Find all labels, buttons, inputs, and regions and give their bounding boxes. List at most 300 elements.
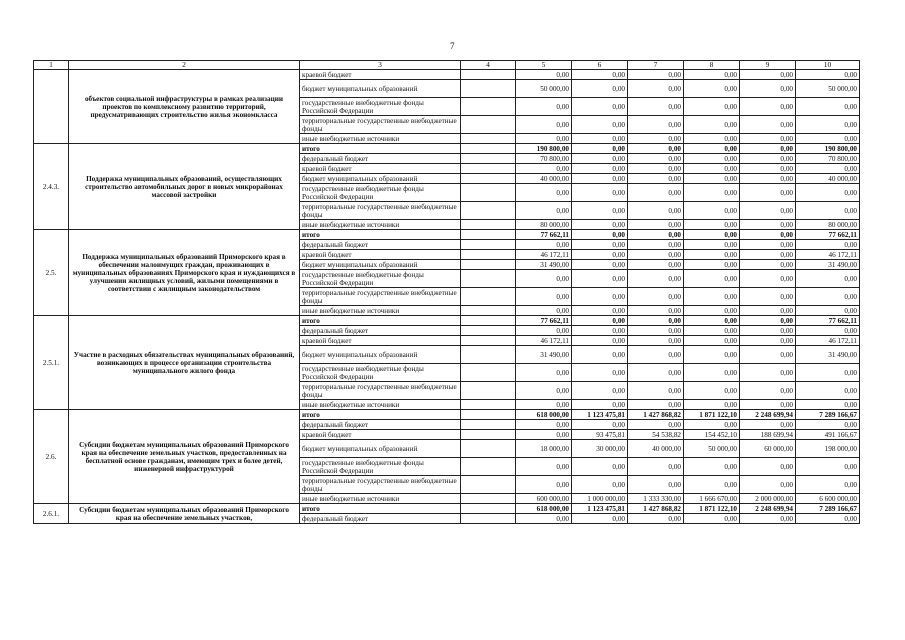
value-cell-col-10: 31 490,00 [796, 346, 860, 364]
value-cell-col-10: 46 172,11 [796, 336, 860, 346]
col-header-8: 8 [684, 61, 740, 70]
value-cell-col-7: 0,00 [628, 240, 684, 250]
value-cell-col-6: 0,00 [572, 326, 628, 336]
value-cell-col-6: 93 475,81 [572, 430, 628, 440]
col-header-6: 6 [572, 61, 628, 70]
funding-source: краевой бюджет [300, 336, 461, 346]
value-cell-col-6: 0,00 [572, 144, 628, 154]
value-cell-col-10: 0,00 [796, 184, 860, 202]
table-row [34, 316, 860, 326]
funding-source: государственные внебюджетные фонды Российской Федерации [300, 270, 461, 288]
value-cell-col-7: 0,00 [628, 230, 684, 240]
value-cell-col-9: 0,00 [740, 326, 796, 336]
value-cell-col-7: 0,00 [628, 220, 684, 230]
budget-table [33, 60, 860, 524]
table-row [34, 410, 860, 420]
item-description: Субсидии бюджетам муниципальных образований Приморского края на обеспечение земельных участков, предоставленных на бесплатной основе гражданам, имеющим трех и более детей, инженерной инфраструктурой [69, 410, 300, 504]
value-cell-col-4 [461, 364, 516, 382]
value-cell-col-4 [461, 400, 516, 410]
value-cell-col-6: 0,00 [572, 336, 628, 346]
col-header-2: 2 [69, 61, 300, 70]
value-cell-col-5: 0,00 [516, 306, 572, 316]
value-cell-col-9: 0,00 [740, 230, 796, 240]
value-cell-col-7: 0,00 [628, 134, 684, 144]
value-cell-col-5: 0,00 [516, 400, 572, 410]
funding-source: государственные внебюджетные фонды Российской Федерации [300, 98, 461, 116]
value-cell-col-4 [461, 420, 516, 430]
item-description: объектов социальной инфраструктуры в рамках реализации проектов по комплексному развитию территорий, предусматривающих строительство жилья экономкласса [69, 70, 300, 144]
value-cell-col-4 [461, 202, 516, 220]
value-cell-col-5: 618 000,00 [516, 504, 572, 514]
value-cell-col-8: 0,00 [684, 174, 740, 184]
value-cell-col-7: 0,00 [628, 144, 684, 154]
value-cell-col-8: 1 871 122,10 [684, 504, 740, 514]
value-cell-col-6: 0,00 [572, 240, 628, 250]
value-cell-col-10: 0,00 [796, 476, 860, 494]
funding-source: государственные внебюджетные фонды Российской Федерации [300, 364, 461, 382]
value-cell-col-6: 0,00 [572, 134, 628, 144]
value-cell-col-8: 0,00 [684, 382, 740, 400]
value-cell-col-8: 0,00 [684, 250, 740, 260]
value-cell-col-4 [461, 440, 516, 458]
value-cell-col-5: 0,00 [516, 326, 572, 336]
value-cell-col-9: 0,00 [740, 288, 796, 306]
value-cell-col-8: 0,00 [684, 134, 740, 144]
value-cell-col-5: 77 662,11 [516, 316, 572, 326]
value-cell-col-7: 0,00 [628, 400, 684, 410]
value-cell-col-5: 190 800,00 [516, 144, 572, 154]
value-cell-col-6: 0,00 [572, 316, 628, 326]
value-cell-col-4 [461, 70, 516, 80]
value-cell-col-5: 0,00 [516, 288, 572, 306]
item-number: 2.6. [34, 410, 69, 504]
item-number: 2.5. [34, 230, 69, 316]
funding-source: итого [300, 504, 461, 514]
value-cell-col-9: 0,00 [740, 270, 796, 288]
item-description: Субсидии бюджетам муниципальных образований Приморского края на обеспечение земельных участков, [69, 504, 300, 524]
funding-source: федеральный бюджет [300, 326, 461, 336]
value-cell-col-4 [461, 174, 516, 184]
value-cell-col-9: 0,00 [740, 116, 796, 134]
value-cell-col-9: 0,00 [740, 220, 796, 230]
value-cell-col-7: 0,00 [628, 174, 684, 184]
item-number: 2.6.1. [34, 504, 69, 524]
funding-source: бюджет муниципальных образований [300, 346, 461, 364]
value-cell-col-9: 0,00 [740, 382, 796, 400]
value-cell-col-9: 2 248 699,94 [740, 504, 796, 514]
value-cell-col-5: 80 000,00 [516, 220, 572, 230]
value-cell-col-7: 0,00 [628, 458, 684, 476]
value-cell-col-7: 0,00 [628, 70, 684, 80]
value-cell-col-9: 188 699,94 [740, 430, 796, 440]
value-cell-col-4 [461, 98, 516, 116]
value-cell-col-10: 0,00 [796, 420, 860, 430]
value-cell-col-8: 0,00 [684, 260, 740, 270]
value-cell-col-4 [461, 346, 516, 364]
value-cell-col-8: 0,00 [684, 270, 740, 288]
value-cell-col-10: 0,00 [796, 240, 860, 250]
value-cell-col-9: 0,00 [740, 70, 796, 80]
value-cell-col-4 [461, 134, 516, 144]
value-cell-col-8: 0,00 [684, 326, 740, 336]
value-cell-col-10: 0,00 [796, 116, 860, 134]
funding-source: иные внебюджетные источники [300, 494, 461, 504]
value-cell-col-9: 0,00 [740, 336, 796, 346]
value-cell-col-10: 0,00 [796, 306, 860, 316]
value-cell-col-5: 46 172,11 [516, 250, 572, 260]
value-cell-col-4 [461, 458, 516, 476]
value-cell-col-7: 1 427 868,82 [628, 410, 684, 420]
value-cell-col-5: 0,00 [516, 98, 572, 116]
col-header-3: 3 [300, 61, 461, 70]
value-cell-col-5: 50 000,00 [516, 80, 572, 98]
value-cell-col-4 [461, 154, 516, 164]
value-cell-col-8: 0,00 [684, 306, 740, 316]
value-cell-col-8: 0,00 [684, 144, 740, 154]
value-cell-col-6: 0,00 [572, 270, 628, 288]
funding-source: территориальные государственные внебюджетные фонды [300, 202, 461, 220]
funding-source: бюджет муниципальных образований [300, 260, 461, 270]
value-cell-col-5: 31 490,00 [516, 346, 572, 364]
value-cell-col-6: 0,00 [572, 154, 628, 164]
value-cell-col-7: 0,00 [628, 326, 684, 336]
funding-source: итого [300, 230, 461, 240]
value-cell-col-5: 0,00 [516, 430, 572, 440]
value-cell-col-8: 0,00 [684, 230, 740, 240]
value-cell-col-6: 0,00 [572, 476, 628, 494]
value-cell-col-9: 0,00 [740, 144, 796, 154]
value-cell-col-5: 0,00 [516, 364, 572, 382]
funding-source: иные внебюджетные источники [300, 134, 461, 144]
value-cell-col-7: 0,00 [628, 364, 684, 382]
value-cell-col-6: 0,00 [572, 306, 628, 316]
funding-source: государственные внебюджетные фонды Российской Федерации [300, 184, 461, 202]
value-cell-col-9: 0,00 [740, 240, 796, 250]
funding-source: федеральный бюджет [300, 240, 461, 250]
value-cell-col-10: 0,00 [796, 202, 860, 220]
value-cell-col-8: 0,00 [684, 98, 740, 116]
value-cell-col-5: 0,00 [516, 382, 572, 400]
value-cell-col-9: 0,00 [740, 134, 796, 144]
item-description: Поддержка муниципальных образований Приморского края в обеспечении малоимущих граждан, проживающих в муниципальных образованиях Приморского края и нуждающихся в улучшении жилищных условий, жилыми помещениями в соответствии с жилищным законодательством [69, 230, 300, 316]
value-cell-col-10: 46 172,11 [796, 250, 860, 260]
value-cell-col-10: 491 166,67 [796, 430, 860, 440]
value-cell-col-4 [461, 306, 516, 316]
value-cell-col-9: 0,00 [740, 364, 796, 382]
value-cell-col-6: 0,00 [572, 184, 628, 202]
value-cell-col-10: 80 000,00 [796, 220, 860, 230]
value-cell-col-8: 0,00 [684, 70, 740, 80]
value-cell-col-8: 0,00 [684, 316, 740, 326]
value-cell-col-7: 0,00 [628, 288, 684, 306]
funding-source: иные внебюджетные источники [300, 306, 461, 316]
value-cell-col-10: 50 000,00 [796, 80, 860, 98]
value-cell-col-4 [461, 410, 516, 420]
value-cell-col-7: 0,00 [628, 164, 684, 174]
value-cell-col-9: 0,00 [740, 346, 796, 364]
value-cell-col-8: 0,00 [684, 220, 740, 230]
value-cell-col-6: 1 123 475,81 [572, 410, 628, 420]
value-cell-col-10: 0,00 [796, 514, 860, 524]
value-cell-col-4 [461, 240, 516, 250]
column-number-row [34, 61, 860, 70]
value-cell-col-5: 0,00 [516, 70, 572, 80]
funding-source: федеральный бюджет [300, 154, 461, 164]
value-cell-col-8: 0,00 [684, 400, 740, 410]
value-cell-col-6: 1 000 000,00 [572, 494, 628, 504]
value-cell-col-8: 0,00 [684, 336, 740, 346]
value-cell-col-10: 198 000,00 [796, 440, 860, 458]
value-cell-col-10: 40 000,00 [796, 174, 860, 184]
value-cell-col-8: 1 666 670,00 [684, 494, 740, 504]
value-cell-col-4 [461, 316, 516, 326]
value-cell-col-6: 0,00 [572, 220, 628, 230]
value-cell-col-10: 0,00 [796, 364, 860, 382]
value-cell-col-6: 0,00 [572, 260, 628, 270]
value-cell-col-5: 0,00 [516, 458, 572, 476]
value-cell-col-4 [461, 326, 516, 336]
value-cell-col-10: 0,00 [796, 134, 860, 144]
value-cell-col-5: 0,00 [516, 270, 572, 288]
value-cell-col-5: 46 172,11 [516, 336, 572, 346]
value-cell-col-9: 0,00 [740, 514, 796, 524]
value-cell-col-8: 0,00 [684, 240, 740, 250]
value-cell-col-9: 0,00 [740, 174, 796, 184]
funding-source: итого [300, 410, 461, 420]
funding-source: территориальные государственные внебюджетные фонды [300, 116, 461, 134]
value-cell-col-10: 190 800,00 [796, 144, 860, 154]
value-cell-col-8: 0,00 [684, 476, 740, 494]
value-cell-col-5: 40 000,00 [516, 174, 572, 184]
funding-source: государственные внебюджетные фонды Российской Федерации [300, 458, 461, 476]
funding-source: бюджет муниципальных образований [300, 440, 461, 458]
value-cell-col-9: 2 000 000,00 [740, 494, 796, 504]
value-cell-col-6: 0,00 [572, 116, 628, 134]
value-cell-col-9: 0,00 [740, 476, 796, 494]
value-cell-col-4 [461, 476, 516, 494]
value-cell-col-10: 77 662,11 [796, 230, 860, 240]
value-cell-col-8: 0,00 [684, 514, 740, 524]
value-cell-col-4 [461, 220, 516, 230]
value-cell-col-6: 0,00 [572, 164, 628, 174]
value-cell-col-7: 0,00 [628, 260, 684, 270]
value-cell-col-6: 30 000,00 [572, 440, 628, 458]
funding-source: территориальные государственные внебюджетные фонды [300, 288, 461, 306]
value-cell-col-8: 0,00 [684, 116, 740, 134]
value-cell-col-7: 54 538,82 [628, 430, 684, 440]
value-cell-col-6: 0,00 [572, 98, 628, 116]
funding-source: бюджет муниципальных образований [300, 174, 461, 184]
item-number: 2.5.1. [34, 316, 69, 410]
value-cell-col-6: 0,00 [572, 364, 628, 382]
value-cell-col-7: 0,00 [628, 202, 684, 220]
funding-source: краевой бюджет [300, 70, 461, 80]
value-cell-col-9: 2 248 699,94 [740, 410, 796, 420]
value-cell-col-8: 0,00 [684, 154, 740, 164]
item-description: Участие в расходных обязательствах муниципальных образований, возникающих в процессе организации строительства муниципального жилого фонда [69, 316, 300, 410]
col-header-10: 10 [796, 61, 860, 70]
col-header-9: 9 [740, 61, 796, 70]
value-cell-col-8: 1 871 122,10 [684, 410, 740, 420]
value-cell-col-5: 0,00 [516, 134, 572, 144]
funding-source: федеральный бюджет [300, 420, 461, 430]
value-cell-col-4 [461, 80, 516, 98]
value-cell-col-7: 0,00 [628, 476, 684, 494]
value-cell-col-9: 0,00 [740, 316, 796, 326]
value-cell-col-8: 0,00 [684, 364, 740, 382]
value-cell-col-7: 0,00 [628, 514, 684, 524]
value-cell-col-7: 0,00 [628, 116, 684, 134]
value-cell-col-6: 0,00 [572, 346, 628, 364]
value-cell-col-9: 0,00 [740, 98, 796, 116]
value-cell-col-10: 70 800,00 [796, 154, 860, 164]
value-cell-col-8: 50 000,00 [684, 440, 740, 458]
value-cell-col-6: 1 123 475,81 [572, 504, 628, 514]
value-cell-col-4 [461, 382, 516, 400]
value-cell-col-5: 618 000,00 [516, 410, 572, 420]
funding-source: федеральный бюджет [300, 514, 461, 524]
value-cell-col-4 [461, 270, 516, 288]
value-cell-col-10: 31 490,00 [796, 260, 860, 270]
value-cell-col-6: 0,00 [572, 514, 628, 524]
value-cell-col-5: 0,00 [516, 514, 572, 524]
value-cell-col-7: 0,00 [628, 98, 684, 116]
value-cell-col-6: 0,00 [572, 420, 628, 430]
value-cell-col-5: 0,00 [516, 202, 572, 220]
value-cell-col-7: 1 333 330,00 [628, 494, 684, 504]
value-cell-col-8: 0,00 [684, 202, 740, 220]
value-cell-col-4 [461, 144, 516, 154]
value-cell-col-5: 600 000,00 [516, 494, 572, 504]
value-cell-col-9: 0,00 [740, 184, 796, 202]
funding-source: итого [300, 316, 461, 326]
value-cell-col-8: 0,00 [684, 288, 740, 306]
funding-source: иные внебюджетные источники [300, 220, 461, 230]
value-cell-col-7: 0,00 [628, 420, 684, 430]
table-row [34, 230, 860, 240]
page-number: 7 [450, 41, 455, 51]
funding-source: иные внебюджетные источники [300, 400, 461, 410]
value-cell-col-10: 0,00 [796, 270, 860, 288]
value-cell-col-5: 18 000,00 [516, 440, 572, 458]
item-number: 2.4.3. [34, 144, 69, 230]
value-cell-col-7: 0,00 [628, 316, 684, 326]
value-cell-col-7: 0,00 [628, 336, 684, 346]
value-cell-col-7: 0,00 [628, 184, 684, 202]
value-cell-col-9: 0,00 [740, 260, 796, 270]
value-cell-col-4 [461, 430, 516, 440]
value-cell-col-4 [461, 250, 516, 260]
value-cell-col-7: 0,00 [628, 250, 684, 260]
value-cell-col-8: 0,00 [684, 346, 740, 364]
value-cell-col-6: 0,00 [572, 250, 628, 260]
value-cell-col-10: 0,00 [796, 288, 860, 306]
value-cell-col-7: 1 427 868,82 [628, 504, 684, 514]
value-cell-col-10: 77 662,11 [796, 316, 860, 326]
value-cell-col-10: 7 289 166,67 [796, 410, 860, 420]
funding-source: итого [300, 144, 461, 154]
value-cell-col-6: 0,00 [572, 382, 628, 400]
value-cell-col-9: 0,00 [740, 400, 796, 410]
value-cell-col-4 [461, 504, 516, 514]
value-cell-col-10: 0,00 [796, 400, 860, 410]
value-cell-col-7: 0,00 [628, 270, 684, 288]
value-cell-col-7: 0,00 [628, 80, 684, 98]
value-cell-col-10: 0,00 [796, 326, 860, 336]
value-cell-col-6: 0,00 [572, 458, 628, 476]
value-cell-col-9: 0,00 [740, 164, 796, 174]
value-cell-col-9: 0,00 [740, 250, 796, 260]
value-cell-col-6: 0,00 [572, 174, 628, 184]
value-cell-col-4 [461, 184, 516, 202]
col-header-7: 7 [628, 61, 684, 70]
value-cell-col-7: 0,00 [628, 306, 684, 316]
value-cell-col-7: 0,00 [628, 382, 684, 400]
value-cell-col-10: 7 289 166,67 [796, 504, 860, 514]
value-cell-col-8: 0,00 [684, 184, 740, 202]
value-cell-col-5: 0,00 [516, 476, 572, 494]
value-cell-col-4 [461, 230, 516, 240]
value-cell-col-5: 0,00 [516, 420, 572, 430]
value-cell-col-9: 0,00 [740, 458, 796, 476]
value-cell-col-5: 70 800,00 [516, 154, 572, 164]
value-cell-col-6: 0,00 [572, 80, 628, 98]
funding-source: территориальные государственные внебюджетные фонды [300, 382, 461, 400]
value-cell-col-10: 0,00 [796, 70, 860, 80]
value-cell-col-4 [461, 260, 516, 270]
table-row [34, 144, 860, 154]
value-cell-col-6: 0,00 [572, 230, 628, 240]
value-cell-col-6: 0,00 [572, 202, 628, 220]
table-row [34, 504, 860, 514]
table-row [34, 70, 860, 80]
funding-source: краевой бюджет [300, 250, 461, 260]
col-header-5: 5 [516, 61, 572, 70]
value-cell-col-4 [461, 288, 516, 306]
value-cell-col-7: 0,00 [628, 154, 684, 164]
value-cell-col-5: 31 490,00 [516, 260, 572, 270]
value-cell-col-9: 0,00 [740, 306, 796, 316]
value-cell-col-6: 0,00 [572, 400, 628, 410]
funding-source: краевой бюджет [300, 430, 461, 440]
value-cell-col-8: 0,00 [684, 458, 740, 476]
value-cell-col-8: 0,00 [684, 420, 740, 430]
value-cell-col-5: 0,00 [516, 116, 572, 134]
value-cell-col-10: 0,00 [796, 164, 860, 174]
value-cell-col-7: 40 000,00 [628, 440, 684, 458]
value-cell-col-5: 0,00 [516, 240, 572, 250]
value-cell-col-4 [461, 116, 516, 134]
value-cell-col-10: 0,00 [796, 458, 860, 476]
value-cell-col-7: 0,00 [628, 346, 684, 364]
funding-source: краевой бюджет [300, 164, 461, 174]
value-cell-col-4 [461, 514, 516, 524]
value-cell-col-6: 0,00 [572, 70, 628, 80]
col-header-1: 1 [34, 61, 69, 70]
value-cell-col-10: 6 600 000,00 [796, 494, 860, 504]
value-cell-col-5: 0,00 [516, 184, 572, 202]
value-cell-col-4 [461, 164, 516, 174]
value-cell-col-5: 0,00 [516, 164, 572, 174]
item-description: Поддержка муниципальных образований, осуществляющих строительство автомобильных дорог в новых микрорайонах массовой застройки [69, 144, 300, 230]
value-cell-col-8: 0,00 [684, 164, 740, 174]
value-cell-col-8: 154 452,10 [684, 430, 740, 440]
value-cell-col-9: 0,00 [740, 154, 796, 164]
value-cell-col-4 [461, 336, 516, 346]
value-cell-col-5: 77 662,11 [516, 230, 572, 240]
item-number [34, 70, 69, 144]
value-cell-col-6: 0,00 [572, 288, 628, 306]
